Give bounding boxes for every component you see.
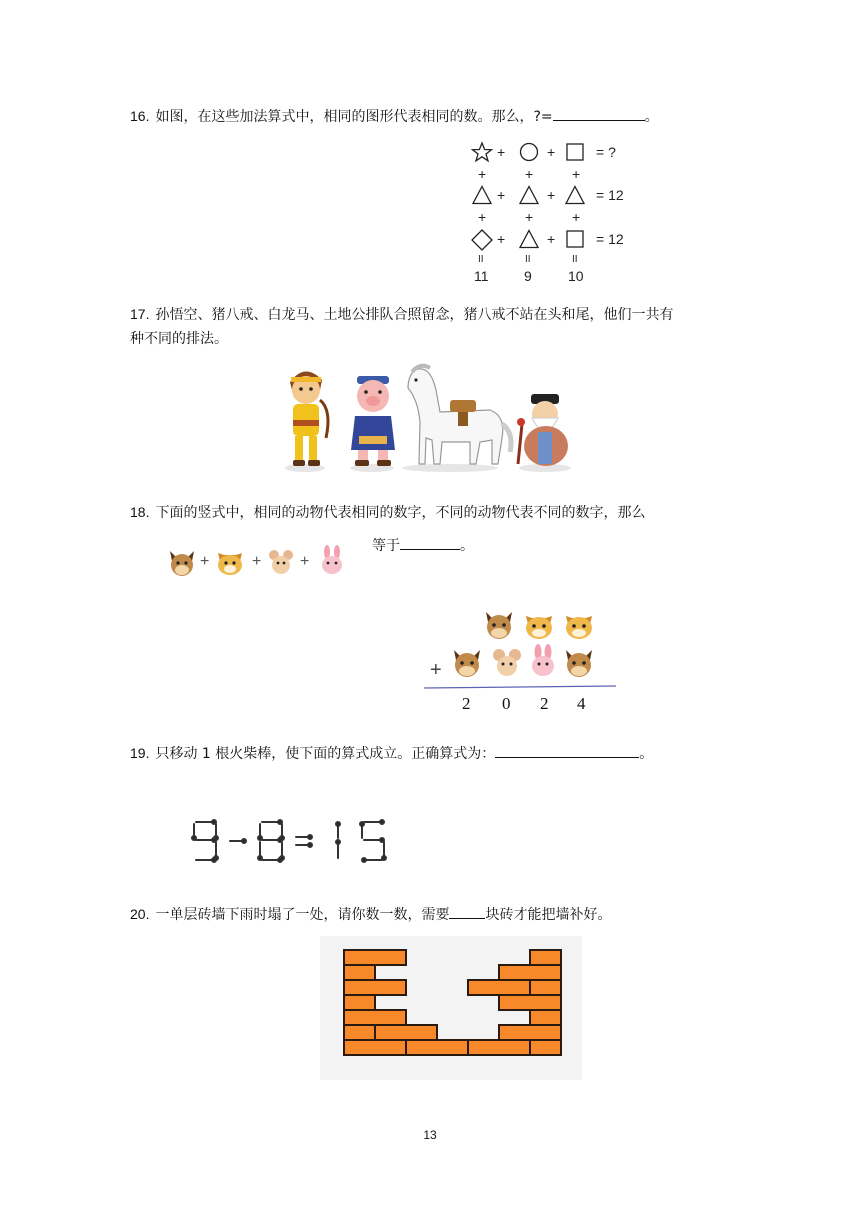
horse-icon (170, 551, 194, 576)
diamond-icon (471, 229, 493, 251)
question-text-line2: 种不同的排法。 (130, 331, 228, 347)
tiger-icon (218, 553, 242, 575)
equals-sign: II (525, 254, 531, 265)
equals-sign: II (478, 254, 484, 265)
monkey-king-figure (285, 371, 328, 472)
plus-sign: + (547, 144, 556, 160)
square-icon (566, 143, 584, 161)
question-text: 下面的竖式中，相同的动物代表相同的数字，不同的动物代表不同的数字，那么 (155, 505, 646, 521)
plus-sign: + (525, 209, 534, 225)
question-number: 18. (130, 504, 150, 520)
animal-sum-expression (162, 543, 362, 579)
matchstick-digit-8 (258, 820, 284, 862)
characters-illustration (280, 360, 580, 478)
square-icon (566, 230, 584, 248)
plus-sign: + (497, 144, 506, 160)
result-digit: 4 (577, 694, 586, 713)
tiger-icon (526, 616, 552, 639)
plus-sign: + (572, 209, 581, 225)
question-number: 20. (130, 906, 150, 922)
plus-sign: + (430, 659, 442, 681)
horse-icon (486, 612, 512, 639)
question-19 (130, 741, 653, 766)
page-number: 13 (423, 1128, 437, 1142)
row-result: = 12 (596, 187, 624, 203)
matchstick-equation (190, 818, 400, 866)
matchstick-digit-1 (336, 822, 340, 858)
question-18 (130, 500, 645, 525)
plus-sign: + (478, 209, 487, 225)
mouse-icon (493, 649, 521, 676)
result-digit: 2 (462, 694, 471, 713)
mouse-icon (269, 550, 293, 574)
matchstick-digit-5 (360, 820, 386, 862)
shape-equation-grid (466, 140, 646, 290)
row-result: = 12 (596, 231, 624, 247)
question-17 (130, 302, 740, 351)
star-icon (472, 142, 492, 162)
horse-icon (454, 650, 480, 677)
column-total: 9 (524, 268, 532, 284)
triangle-icon (519, 229, 539, 249)
brick-wall-illustration (320, 936, 582, 1080)
rabbit-icon (322, 545, 342, 574)
plus-sign: + (525, 166, 534, 182)
column-total: 10 (568, 268, 584, 284)
plus-sign: + (547, 187, 556, 203)
sum-line (424, 686, 616, 688)
question-text-line1: 孙悟空、猪八戒、白龙马、土地公排队合照留念，猪八戒不站在头和尾，他们一共有 (155, 307, 674, 323)
earth-god-figure (517, 394, 571, 472)
plus-sign: + (252, 553, 262, 570)
equals-text: 等于 (372, 538, 400, 554)
question-18-equals (372, 533, 474, 558)
answer-blank[interactable] (400, 533, 460, 550)
question-end: 。 (460, 538, 474, 554)
triangle-icon (565, 185, 585, 205)
plus-sign: + (497, 231, 506, 247)
row-result: = ? (596, 144, 616, 160)
matchstick-digit-9 (192, 820, 218, 862)
pig-figure (350, 376, 395, 472)
equals-sign: II (572, 254, 578, 265)
triangle-icon (472, 185, 492, 205)
question-16 (130, 104, 659, 129)
circle-icon (519, 142, 539, 162)
question-text: 一单层砖墙下雨时塌了一处，请你数一数，需要 (155, 907, 450, 923)
horse-icon (566, 650, 592, 677)
question-number: 16. (130, 108, 150, 124)
plus-sign: + (300, 553, 310, 570)
question-end: 。 (639, 746, 654, 762)
question-number: 17. (130, 306, 150, 322)
result-digit: 0 (502, 694, 511, 713)
plus-sign: + (497, 187, 506, 203)
answer-blank[interactable] (553, 104, 645, 121)
vertical-addition (424, 606, 624, 692)
answer-blank[interactable] (495, 741, 639, 758)
question-text: 只移动 1 根火柴棒，使下面的算式成立。正确算式为： (155, 746, 496, 762)
question-text: 块砖才能把墙补好。 (485, 907, 612, 923)
matchstick-minus (230, 839, 246, 843)
result-digit: 2 (540, 694, 549, 713)
rabbit-icon (532, 644, 554, 676)
plus-sign: + (572, 166, 581, 182)
plus-sign: + (200, 553, 210, 570)
question-end: 。 (644, 109, 659, 125)
plus-sign: + (547, 231, 556, 247)
question-20 (130, 902, 611, 927)
answer-blank[interactable] (449, 902, 485, 919)
column-total: 11 (474, 268, 489, 284)
white-horse-figure (402, 366, 511, 472)
triangle-icon (519, 185, 539, 205)
plus-sign: + (478, 166, 487, 182)
matchstick-equals (296, 835, 312, 847)
tiger-icon (566, 616, 592, 639)
question-number: 19. (130, 745, 150, 761)
question-text: 如图，在这些加法算式中，相同的图形代表相同的数。那么，?= (155, 109, 553, 125)
